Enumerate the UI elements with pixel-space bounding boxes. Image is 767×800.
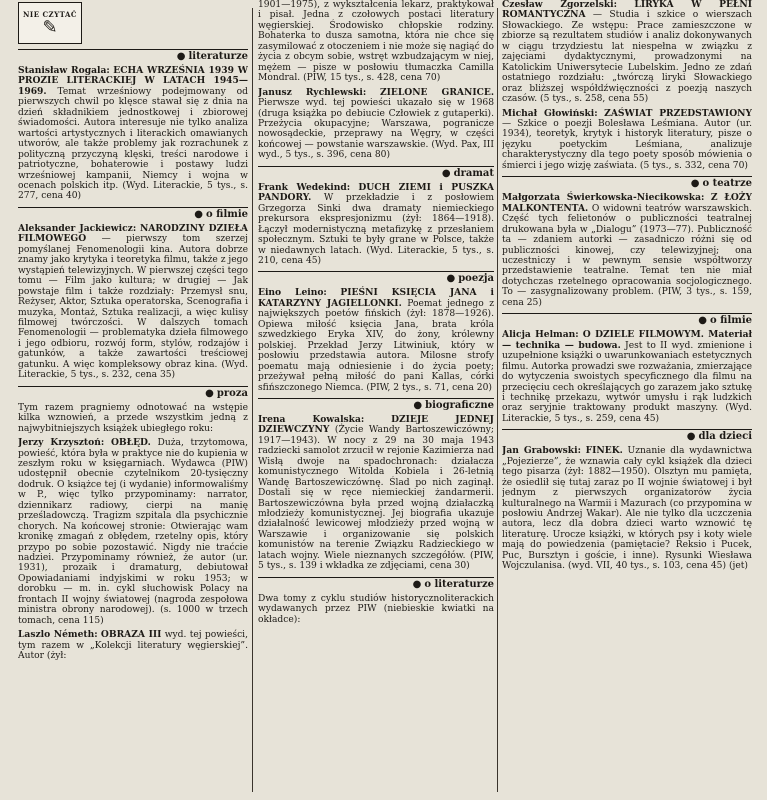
section-dot-icon: ● [176, 51, 186, 62]
review-title: DZIEJE JEDNEJ DZIEWCZYNY [258, 413, 494, 436]
section-header [502, 313, 752, 327]
review-body: Jest to II wyd. zmienione i uzupełnione książki o uwarunkowaniach estetycznych filmu. Autorka prowadzi swe rozważania, zmierzające do wytyczenia swoistych specyficznego dla filmu na przecięciu cech określających go zarazem jako sztukę i technikę przekazu, wytwór umysłu i rąk ludzkich oraz seryjnie traktowany produkt maszyny. (Wyd. Literackie, 5 tys., s. 259, cena 45) [502, 340, 752, 424]
review-title: O DZIELE FILMOWYM. Materiał — technika — budowa. [502, 329, 752, 351]
section-label: o filmie [206, 208, 248, 220]
review-title: OBRAZA III [100, 629, 162, 641]
section-label: biograficzne [425, 399, 494, 411]
section-dot-icon: ● [413, 399, 423, 411]
review-body: Poemat jednego z największych poetów fińskich (żył: 1878—1926). Opiewa miłość księcia Jana, brata króla szwedzkiego Eryka XIV, do żony, królewny polskiej. Przekład Jerzy Litwiniuk, który w posłowiu przedstawia autora. Milosne strofy poematu mają odniesienie i do życia poety; przeżywał pełną miłość do pani Kallas, córki sfińszczonego Niemca. (PIW, 2 tys., s. 71, cena 20) [258, 298, 494, 393]
section-label: dramat [453, 167, 494, 179]
review-author: Eino Leino: [258, 287, 327, 299]
section-header [258, 271, 494, 285]
review-body: (Życie Wandy Bartoszewiczówny; 1917—1943). W nocy z 29 na 30 maja 1943 radziecki samolot zrzucił w rejonie Kazimierza nad Wisłą dwoje na spadochronach: działacza komunistycznego Witolda Kobiela i 26-letnią Wandę Bartoszewiczównę. Ślad po nich zaginął. Dostali się w ręce niemieckiej żandarmerii. Bartoszewiczówna była przed wojną działaczką młodzieży komunistycznej. Jej biografia ukazuje działalność lewicowej młodzieży przed wojną w Warszawie i organizowanie się polskich komunistów na terenie Związku Radzieckiego w latach wojny. Wiele nieznanych szczegółów. (PIW, 5 tys., s. 139 i wkładka ze zdjęciami, cena 30) [258, 425, 494, 572]
column-rule [252, 8, 253, 792]
section-dot-icon: ● [690, 178, 700, 190]
section-header [502, 176, 752, 190]
review-author: Janusz Rychlewski: [258, 86, 367, 98]
column-rule [497, 8, 498, 792]
review-title: ZIELONE GRANICE. [379, 86, 494, 98]
review-entry [258, 0, 494, 84]
section-dot-icon: ● [441, 167, 451, 179]
review-entry [502, 330, 752, 424]
section-label: o filmie [710, 315, 752, 327]
review-body: O widowni teatrów warszawskich. Część tych felietonów o publiczności teatralnej drukowana była w „Dialogu” (1973—77). Publiczność ta — zdaniem autorki — zasadniczo różni się od publiczności kinowej, czy telewizyjnej; ona uczestniczy i w pewnym sensie współtworzy przedstawienie teatralne. Temat ten nie miał dotychczas rzetelnego opracowania socjologicznego. To — zasygnalizowany problem. (PIW, 3 tys., s. 159, cena 25) [502, 203, 752, 308]
review-body: Duża, trzytomowa, powieść, która była w praktyce nie do kupienia w zeszłym roku w księgarniach. Wydawca (PIW) udostępnił obecnie czytelnikom 20-tysięczny dodruk. O książce tej (i wydanie) informowaliśmy w P., więc tylko przypominamy: narrator, dziennikarz radiowy, cierpi na manię prześladowczą. Tragizm szpitala dla psychicznie chorych. Na końcowej stronie: Otwierając wam kronikę zmagań z obłędem, rzetelny opis, który przypo po sobie pozostawić. Nigdy nie traćcie nadziei. Przypominamy również, że autor (ur. 1931), prozaik i dramaturg, debiutował Opowiadaniami indyjskimi w roku 1953; w dorobku — m. in. cykl słuchowisk Polacy na frontach II wojny światowej (nagroda zespołowa ministra obrony narodowej). (s. 1000 w trzech tomach, cena 115) [18, 438, 248, 626]
review-entry [18, 438, 248, 626]
column-1 [18, 0, 248, 800]
review-entry [258, 183, 494, 267]
review-body: — Studia i szkice o wierszach Słowackiego. Ze wstępu: Prace zamieszczone w zbiorze są rezultatem studiów i analiz dokonywanych w ciągu trzydziestu lat niespełna w związku z zajęciami dydaktycznymi, prowadzonymi na Katolickim Uniwersytecie Lubelskim. Jedno ze zdań ostatniego rozdziału: „twórczą liryki Słowackiego oraz bliższej współdźwięczności z poezją naszych czasów. (5 tys., s. 258, cena 55) [502, 10, 752, 105]
review-body: Pierwsze wyd. tej powieści ukazało się w 1968 (druga książka po debiucie Człowiek z gutaperki). Przeżycia okupacyjne; Warszawa, pogranicze nowosądeckie, przeprawy na Węgry, w części końcowej — powstanie warszawskie. (Wyd. Pax, III wyd., 5 tys., s. 396, cena 80) [258, 98, 494, 161]
book-reader-icon: ✎ [42, 16, 58, 38]
review-author: Aleksander Jackiewicz: [18, 222, 137, 234]
review-author: Jan Grabowski: [502, 445, 581, 457]
review-entry [502, 446, 752, 571]
review-entry [18, 630, 248, 661]
column-logo [18, 2, 248, 44]
review-title: PIEŚNI KSIĘCIA JANA i KATARZYNY JAGIELLONKI. [258, 287, 494, 309]
review-author: Czesław Zgorzelski: [502, 0, 618, 10]
review-body: W przekładzie i z posłowiem Grzegorza Sinki dwa dramaty niemieckiego prekursora ekspresjonizmu (żył: 1864—1918). Łączył modernistyczną metafizykę z przesłaniem społecznym. Sztuki te były grane w Polsce, także w niedawnych latach. (Wyd. Literackie, 5 tys., s. 210, cena 45) [258, 193, 494, 266]
review-author: Alicja Helman: [502, 329, 579, 341]
review-author: Jerzy Krzysztoń: [18, 437, 105, 449]
section-header [18, 386, 248, 400]
review-entry [502, 0, 752, 105]
section-label: o teatrze [702, 178, 752, 190]
review-body: Uznanie dla wydawnictwa „Pojezierze”, że wznawia cały cykl książek dla dzieci tego pisarza (żył: 1882—1950). Olsztyn mu pamięta, że osiedlił się tutaj zaraz po II wojnie światowej i był jednym z pierwszych organizatorów życia kulturalnego na Warmii i Mazurach (co przypomina w posłowiu Andrzej Wakar). Ale nie tylko dla uczczenia autora, lecz dla dobra dzieci warto wznowić tę literaturę. Urocze książki, w których psy i koty wiele mają do powiedzenia (pamiętacie? Reksio i Pucek, Puc, Bursztyn i goście, i inne). Rysunki Wiesława Wojczulanisa. (wyd. VII, 40 tys., s. 103, cena 45) (jet) [502, 446, 752, 572]
review-author: Michał Głowiński: [502, 107, 598, 119]
review-entry [18, 224, 248, 381]
section-label: o literaturze [424, 578, 494, 590]
section-label: literaturze [188, 51, 248, 62]
review-entry [258, 415, 494, 572]
review-author: Irena Kowalska: [258, 413, 365, 425]
review-title: ZAŚWIAT PRZEDSTAWIONY [604, 107, 752, 119]
section-header [258, 398, 494, 412]
review-entry [258, 88, 494, 161]
logo-badge [18, 2, 82, 44]
review-title: LIRYKA W PEŁNI ROMANTYCZNA [502, 0, 752, 21]
section-dot-icon: ● [686, 431, 696, 443]
review-body: — Szkice o poezji Bolesława Leśmiana. Autor (ur. 1934), teoretyk, krytyk i historyk literatury, pisze o języku poetyckim Leśmiana, analizuje charakterystyczny dla tego poety sposób mówienia o śmierci i jego wizję zaświata. (5 tys., s. 332, cena 70) [502, 118, 752, 171]
section-dot-icon: ● [446, 273, 456, 285]
section-header [502, 429, 752, 443]
review-body: wyd. tej powieści, tym razem w „Kolekcji literatury węgierskiej”. Autor (żył: [18, 630, 248, 662]
review-author: Laszlo Németh: [18, 629, 98, 641]
section-header [18, 207, 248, 221]
section-label: proza [216, 387, 248, 399]
review-title: ECHA WRZEŚNIA 1939 W PROZIE LITERACKIEJ W LATACH 1945—1969. [18, 65, 248, 97]
review-author: Frank Wedekind: [258, 181, 351, 193]
review-body: Dwa tomy z cyklu studiów historycznoliterackich wydawanych przez PIW (niebieskie kwiatki na okładce): [258, 593, 494, 625]
section-dot-icon: ● [205, 387, 214, 399]
review-body: Temat wrześniowy podejmowany od pierwszych chwil po klęsce stawał się z dnia na dzień składnikiem jednostkowej i zbiorowej świadomości. Autora interesuje nie tylko analiza wartości artystycznych i literackich omawianych utworów, ale także problemy jak rozrachunek z polityczną przyczyną klęski, treści narodowe i patriotyczne, bohaterowie i postawy ludzi wrześniowej kampanii, Niemcy i wojna w ocenach polskich itp. (Wyd. Literackie, 5 tys., s. 277, cena 40) [18, 86, 248, 202]
logo-text: NIE CZYTAĆ [23, 9, 77, 19]
column-3 [502, 0, 752, 800]
review-title: DUCH ZIEMI i PUSZKA PANDORY. [258, 181, 494, 204]
section-dot-icon: ● [698, 315, 708, 327]
review-title: NARODZINY DZIEŁA FILMOWEGO [18, 222, 248, 245]
review-entry [258, 288, 494, 393]
section-header [258, 577, 494, 591]
section-dot-icon: ● [412, 578, 422, 590]
review-title: FINEK. [585, 445, 623, 457]
review-body: — pierwszy tom szerzej pomyślanej Fenomenologii kina. Autora dobrze znamy jako krytyka i teoretyka filmu, także z jego wystąpień telewizyjnych. W pierwszej części tego tomu — Film jako kultura; w drugiej — Jak powstaje film i także rozdziały: Przemysł snu, Reżyser, Aktor, Sztuka operatorska, Scenografia i muzyka, Montaż, Sztuka realizacji, a więc kulisy filmowej twórczości. W dalszych tomach Fenomenologii — problematyka dzieła filmowego i jego odbioru, rozwój form, stylów, rodzajów i gatunków, a także zawartości treściowej gatunku. A więc kompleksowy obraz kina. (Wyd. Literackie, 5 tys., s. 232, cena 35) [18, 234, 248, 381]
review-body: Tym razem pragniemy odnotować na wstępie kilka wznowień, a przede wszystkim jedną z najwybitniejszych książek ubiegłego roku: [18, 402, 248, 434]
review-body: 1901—1975), z wykształcenia lekarz, praktykował i pisał. Jedna z czołowych postaci literatury węgierskiej. Środowisko chłopskie rodziny. Bohaterka to dusza samotna, która nie chce się zasymilować z otoczeniem i nie może się nagiąć do życia z obcym sobie, wstręt wzbudzającym w niej, mężem — pisze w posłowiu tłumaczka Camilla Mondral. (PIW, 15 tys., s. 428, cena 70) [258, 0, 494, 84]
section-header [18, 49, 248, 63]
review-entry [18, 403, 248, 434]
review-author: Małgorzata Świerkowska-Niecikowska: [502, 192, 705, 204]
review-author: Stanisław Rogala: [18, 65, 110, 76]
review-entry [502, 193, 752, 308]
section-dot-icon: ● [194, 208, 204, 220]
review-title: Z ŁOŻY MALKONTENTA. [502, 192, 752, 214]
section-header [258, 166, 494, 180]
column-2 [258, 0, 494, 800]
section-label: dla dzieci [698, 431, 752, 443]
review-entry [502, 109, 752, 172]
review-entry [18, 66, 248, 202]
review-entry [258, 594, 494, 625]
review-title: OBŁĘD. [110, 437, 151, 449]
section-label: poezja [458, 273, 494, 285]
